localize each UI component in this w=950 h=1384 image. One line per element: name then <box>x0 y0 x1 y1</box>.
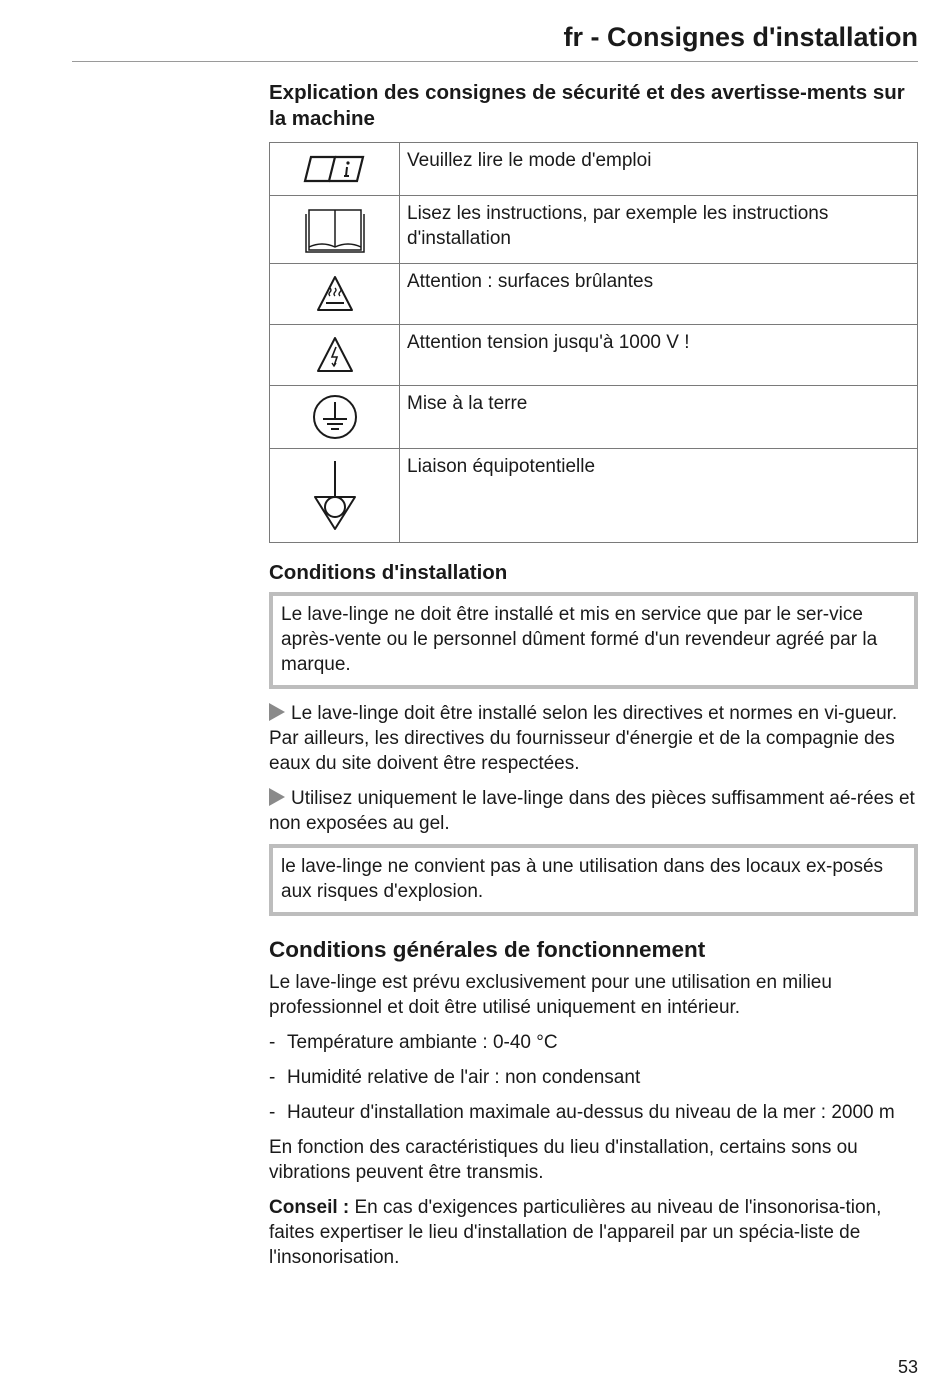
tip-text: En cas d'exigences particulières au niveau de l'insonorisa-tion, faites expertiser le lieu d'installation de l'appareil par un spécia-liste de l'insonorisation. <box>269 1197 882 1268</box>
page-content <box>269 80 918 1270</box>
header-divider <box>72 61 918 62</box>
page-header-title: fr - Consignes d'installation <box>563 22 918 52</box>
page-number: 53 <box>897 1357 918 1377</box>
service-note-box: Le lave-linge ne doit être installé et mis en service que par le ser-vice après-vente ou le personnel dûment formé d'un revendeur agréé par la marque. <box>269 592 918 689</box>
protective-earth-icon <box>270 393 399 441</box>
arrow-right-icon <box>269 788 285 806</box>
tip-paragraph <box>269 1195 918 1270</box>
symbol-description: Attention tension jusqu'à 1000 V ! <box>400 325 918 386</box>
open-book-icon <box>270 205 399 255</box>
table-row <box>270 386 918 449</box>
symbol-description: Lisez les instructions, par exemple les instructions d'installation <box>400 196 918 264</box>
symbol-cell <box>270 264 400 325</box>
tip-label: Conseil : <box>269 1197 350 1218</box>
instruction-step <box>269 701 918 776</box>
symbol-description: Mise à la terre <box>400 386 918 449</box>
installation-conditions-heading: Conditions d'installation <box>269 561 508 584</box>
symbol-description: Attention : surfaces brûlantes <box>400 264 918 325</box>
conditions-list <box>269 1030 918 1125</box>
list-item: - Température ambiante : 0-40 °C <box>269 1030 918 1055</box>
hot-surface-warning-icon <box>270 274 399 314</box>
general-conditions-intro: Le lave-linge est prévu exclusivement pour une utilisation en milieu professionnel et doit être utilisé uniquement en intérieur. <box>269 972 832 1018</box>
read-manual-icon <box>270 151 399 187</box>
equipotential-bonding-icon <box>270 459 399 533</box>
arrow-right-icon <box>269 703 285 721</box>
sound-note: En fonction des caractéristiques du lieu d'installation, certains sons ou vibrations peuvent être transmis. <box>269 1137 858 1183</box>
high-voltage-warning-icon <box>270 335 399 375</box>
explosion-note-box: le lave-linge ne convient pas à une utilisation dans des locaux ex-posés aux risques d'explosion. <box>269 844 918 916</box>
instruction-step <box>269 786 918 836</box>
symbol-description: Liaison équipotentielle <box>400 449 918 543</box>
table-row <box>270 325 918 386</box>
symbol-cell <box>270 143 400 196</box>
list-item: - Hauteur d'installation maximale au-dessus du niveau de la mer : 2000 m <box>269 1100 918 1125</box>
table-row <box>270 264 918 325</box>
symbol-cell <box>270 386 400 449</box>
symbol-cell <box>270 196 400 264</box>
general-conditions-heading: Conditions générales de fonctionnement <box>269 937 706 962</box>
symbols-table <box>269 142 918 543</box>
symbol-cell <box>270 325 400 386</box>
symbols-heading: Explication des consignes de sécurité et des avertisse-ments sur la machine <box>269 81 905 130</box>
symbol-cell <box>270 449 400 543</box>
step-text: Utilisez uniquement le lave-linge dans des pièces suffisamment aé-rées et non exposées au gel. <box>269 788 915 834</box>
table-row <box>270 143 918 196</box>
list-item: - Humidité relative de l'air : non condensant <box>269 1065 918 1090</box>
step-text: Le lave-linge doit être installé selon les directives et normes en vi-gueur. Par ailleurs, les directives du fournisseur d'énergie et de la compagnie des eaux du site doivent être respectées. <box>269 703 898 774</box>
symbol-description: Veuillez lire le mode d'emploi <box>400 143 918 196</box>
table-row <box>270 449 918 543</box>
table-row <box>270 196 918 264</box>
